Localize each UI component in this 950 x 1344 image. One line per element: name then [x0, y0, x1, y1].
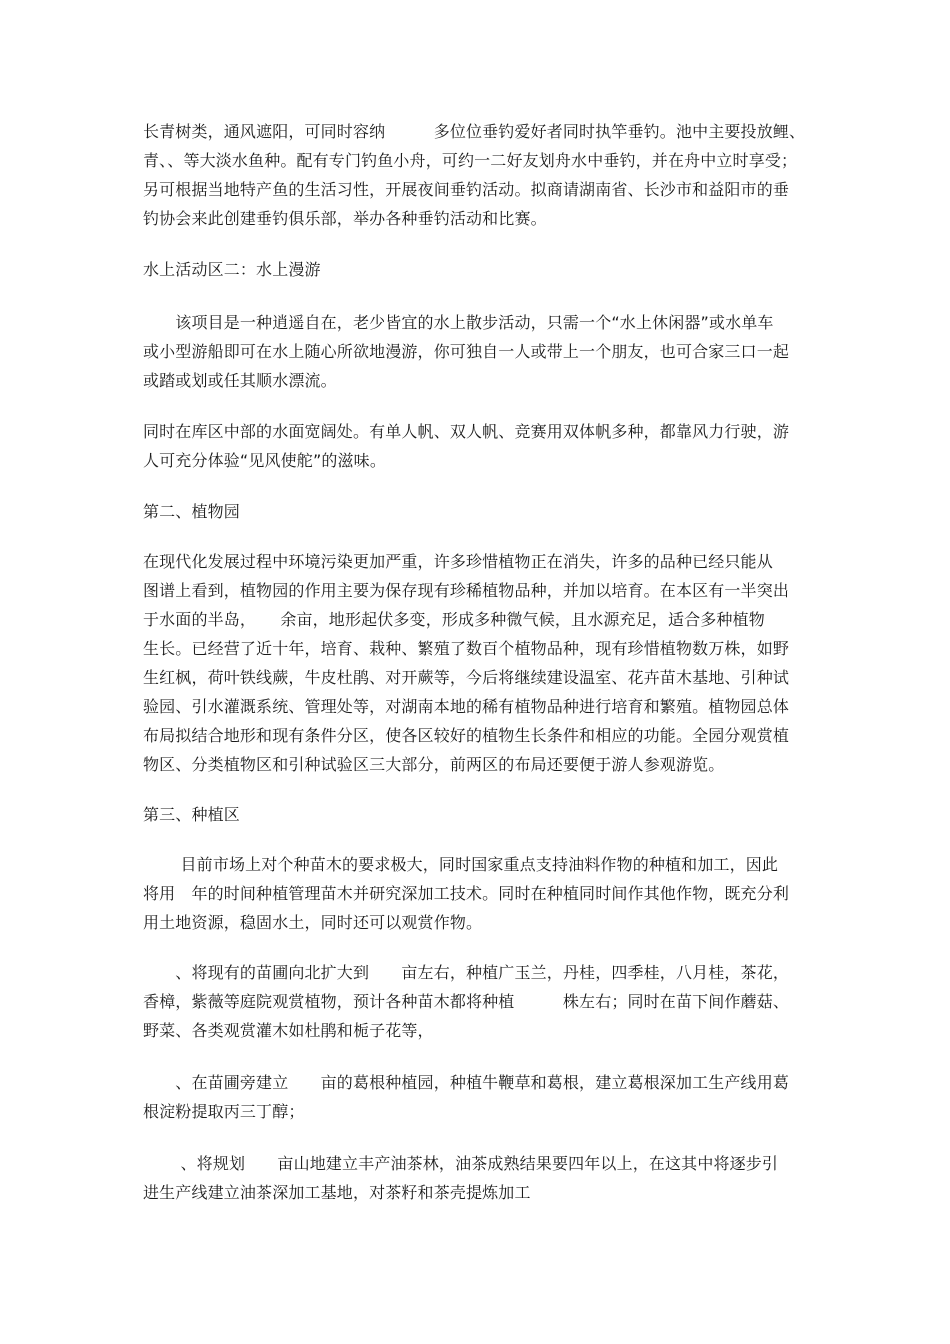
text-line: 生红枫，荷叶铁线蕨，牛皮杜鹃、对开蕨等，今后将继续建设温室、花卉苗木基地、引种试	[143, 668, 790, 687]
text-line: 将用 年的时间种植管理苗木并研究深加工技术。同时在种植同时间作其他作物，既充分利	[143, 884, 790, 903]
text-line: 或踏或划或任其顺水漂流。	[143, 371, 337, 390]
text-line: 香樟，紫薇等庭院观赏植物，预计各种苗木都将种植 株左右；同时在苗下间作蘑菇、	[143, 992, 790, 1011]
text-line: 钓协会来此创建垂钓俱乐部，举办各种垂钓活动和比赛。	[143, 209, 547, 228]
paragraph-camellia-forest	[143, 1149, 813, 1207]
text-line: 、在苗圃旁建立 亩的葛根种植园，种植牛鞭草和葛根，建立葛根深加工生产线用葛	[143, 1073, 790, 1092]
text-line: 另可根据当地特产鱼的生活习性，开展夜间垂钓活动。拟商请湖南省、长沙市和益阳市的垂	[143, 180, 790, 199]
text-line: 该项目是一种逍遥自在，老少皆宜的水上散步活动，只需一个“水上休闲器”或水单车	[143, 313, 774, 332]
text-line: 于水面的半岛， 余亩，地形起伏多变，形成多种微气候，且水源充足，适合多种植物	[143, 610, 765, 629]
paragraph-sailing	[143, 417, 813, 475]
text-line: 图谱上看到，植物园的作用主要为保存现有珍稀植物品种，并加以培育。在本区有一半突出	[143, 581, 790, 600]
text-line: 验园、引水灌溉系统、管理处等，对湖南本地的稀有植物品种进行培育和繁殖。植物园总体	[143, 697, 790, 716]
text-line: 生长。已经营了近十年，培育、栽种、繁殖了数百个植物品种，现有珍惜植物数万株，如野	[143, 639, 790, 658]
text-line: 人可充分体验“见风使舵”的滋味。	[143, 451, 386, 470]
text-line: 野菜、各类观赏灌木如杜鹃和栀子花等，	[143, 1021, 434, 1040]
section-heading-water-roaming: 水上活动区二：水上漫游	[143, 260, 321, 279]
paragraph-planting-intro	[143, 850, 813, 937]
paragraph-botanical-garden	[143, 547, 813, 779]
text-line: 根淀粉提取丙三丁醇；	[143, 1102, 305, 1121]
text-line: 目前市场上对个种苗木的要求极大，同时国家重点支持油料作物的种植和加工，因此	[143, 855, 779, 874]
paragraph-kudzu-plantation	[143, 1068, 813, 1126]
text-line: 长青树类，通风遮阳，可同时容纳 多位位垂钓爱好者同时执竿垂钓。池中主要投放鲤、	[143, 122, 806, 141]
paragraph-nursery-expansion	[143, 958, 813, 1045]
section-heading-planting-area: 第三、种植区	[143, 805, 240, 824]
paragraph-water-roaming	[143, 308, 813, 395]
text-line: 、将规划 亩山地建立丰产油茶林，油茶成熟结果要四年以上，在这其中将逐步引	[143, 1154, 779, 1173]
paragraph-fishing	[143, 117, 813, 233]
text-line: 同时在库区中部的水面宽阔处。有单人帆、双人帆、竞赛用双体帆多种，都靠风力行驶，游	[143, 422, 790, 441]
text-line: 、将现有的苗圃向北扩大到 亩左右，种植广玉兰，丹桂，四季桂，八月桂，茶花，	[143, 963, 790, 982]
text-line: 青、、等大淡水鱼种。配有专门钓鱼小舟，可约一二好友划舟水中垂钓，并在舟中立时享受；	[143, 151, 798, 170]
text-line: 进生产线建立油茶深加工基地，对茶籽和茶壳提炼加工	[143, 1183, 531, 1202]
text-line: 布局拟结合地形和现有条件分区，使各区较好的植物生长条件和相应的功能。全园分观赏植	[143, 726, 790, 745]
text-line: 物区、分类植物区和引种试验区三大部分，前两区的布局还要便于游人参观游览。	[143, 755, 725, 774]
section-heading-botanical-garden: 第二、植物园	[143, 502, 240, 521]
text-line: 在现代化发展过程中环境污染更加严重，许多珍惜植物正在消失，许多的品种已经只能从	[143, 552, 773, 571]
text-line: 用土地资源，稳固水土，同时还可以观赏作物。	[143, 913, 483, 932]
text-line: 或小型游船即可在水上随心所欲地漫游，你可独自一人或带上一个朋友，也可合家三口一起	[143, 342, 790, 361]
